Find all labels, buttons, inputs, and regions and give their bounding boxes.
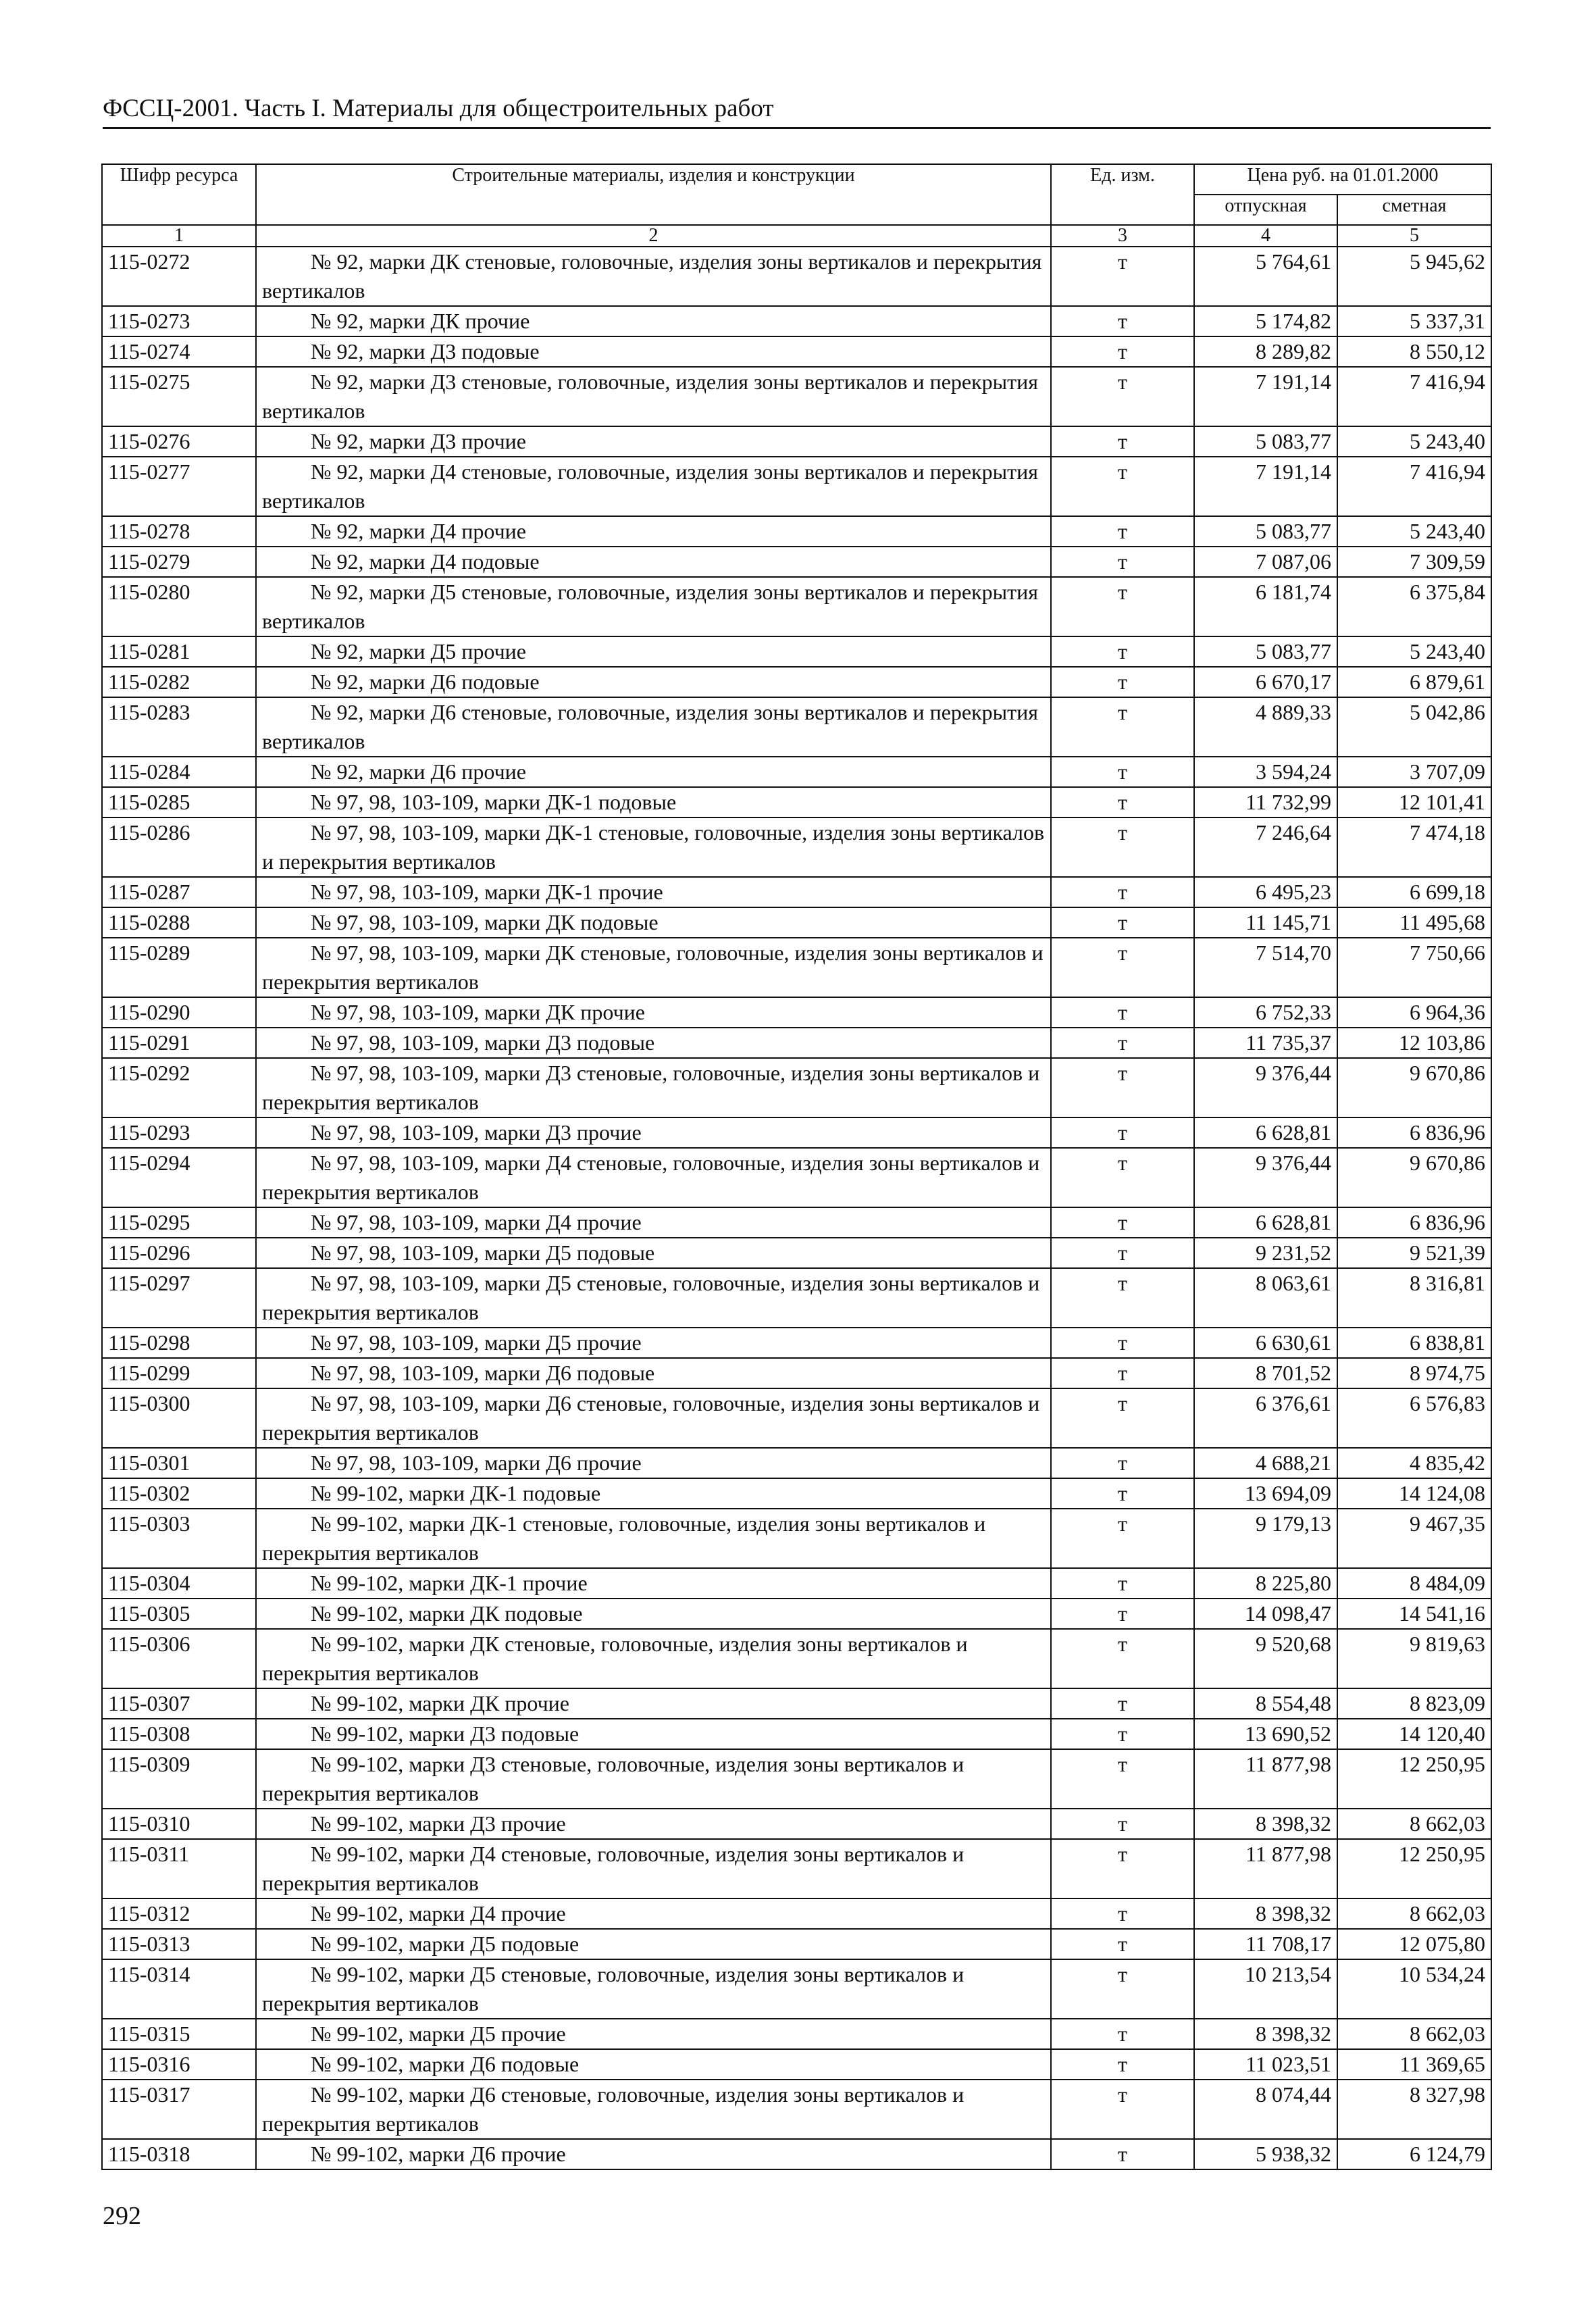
resource-code-cell: 115-0282 bbox=[102, 667, 256, 697]
estimate-price-cell: 9 670,86 bbox=[1337, 1058, 1491, 1117]
resource-code-cell: 115-0274 bbox=[102, 336, 256, 367]
resource-code-cell: 115-0317 bbox=[102, 2080, 256, 2139]
release-price-cell: 9 376,44 bbox=[1194, 1148, 1337, 1207]
estimate-price-cell: 9 819,63 bbox=[1337, 1629, 1491, 1688]
material-name-cell: № 92, марки ДК прочие bbox=[256, 306, 1051, 336]
unit-cell: т bbox=[1051, 1448, 1194, 1478]
header-price: Цена руб. на 01.01.2000 bbox=[1194, 164, 1491, 195]
material-name-cell: № 92, марки Д6 прочие bbox=[256, 757, 1051, 787]
unit-cell: т bbox=[1051, 1058, 1194, 1117]
material-name-cell: № 92, марки ДК стеновые, головочные, изделия зоны вертикалов и перекрытия вертикалов bbox=[256, 247, 1051, 306]
material-name-cell: № 99-102, марки Д4 стеновые, головочные, изделия зоны вертикалов и перекрытия вертикалов bbox=[256, 1839, 1051, 1898]
resource-code-cell: 115-0292 bbox=[102, 1058, 256, 1117]
resource-code-cell: 115-0291 bbox=[102, 1028, 256, 1058]
header-code: Шифр ресурса bbox=[102, 164, 256, 225]
resource-code-cell: 115-0310 bbox=[102, 1809, 256, 1839]
unit-cell: т bbox=[1051, 2019, 1194, 2049]
resource-code-cell: 115-0304 bbox=[102, 1568, 256, 1599]
release-price-cell: 9 376,44 bbox=[1194, 1058, 1337, 1117]
release-price-cell: 7 246,64 bbox=[1194, 818, 1337, 877]
estimate-price-cell: 7 750,66 bbox=[1337, 938, 1491, 997]
estimate-price-cell: 6 124,79 bbox=[1337, 2139, 1491, 2169]
material-name-cell: № 97, 98, 103-109, марки Д4 стеновые, головочные, изделия зоны вертикалов и перекрытия вертикалов bbox=[256, 1148, 1051, 1207]
estimate-price-cell: 14 541,16 bbox=[1337, 1599, 1491, 1629]
resource-code-cell: 115-0299 bbox=[102, 1358, 256, 1388]
unit-cell: т bbox=[1051, 2049, 1194, 2080]
unit-cell: т bbox=[1051, 697, 1194, 757]
unit-cell: т bbox=[1051, 1388, 1194, 1448]
resource-code-cell: 115-0285 bbox=[102, 787, 256, 818]
table-row bbox=[102, 1749, 1491, 1809]
estimate-price-cell: 9 467,35 bbox=[1337, 1509, 1491, 1568]
resource-code-cell: 115-0296 bbox=[102, 1238, 256, 1268]
unit-cell: т bbox=[1051, 907, 1194, 938]
table-row bbox=[102, 997, 1491, 1028]
unit-cell: т bbox=[1051, 1238, 1194, 1268]
release-price-cell: 6 495,23 bbox=[1194, 877, 1337, 907]
estimate-price-cell: 8 550,12 bbox=[1337, 336, 1491, 367]
unit-cell: т bbox=[1051, 1268, 1194, 1328]
table-row bbox=[102, 1599, 1491, 1629]
material-name-cell: № 99-102, марки Д3 прочие bbox=[256, 1809, 1051, 1839]
release-price-cell: 11 877,98 bbox=[1194, 1839, 1337, 1898]
estimate-price-cell: 5 243,40 bbox=[1337, 516, 1491, 547]
table-row bbox=[102, 787, 1491, 818]
unit-cell: т bbox=[1051, 1688, 1194, 1719]
estimate-price-cell: 8 662,03 bbox=[1337, 1898, 1491, 1929]
material-name-cell: № 92, марки Д5 прочие bbox=[256, 636, 1051, 667]
unit-cell: т bbox=[1051, 1358, 1194, 1388]
estimate-price-cell: 7 416,94 bbox=[1337, 367, 1491, 426]
header-unit: Ед. изм. bbox=[1051, 164, 1194, 225]
material-name-cell: № 92, марки Д4 стеновые, головочные, изделия зоны вертикалов и перекрытия вертикалов bbox=[256, 457, 1051, 516]
table-row bbox=[102, 1328, 1491, 1358]
table-row bbox=[102, 1448, 1491, 1478]
unit-cell: т bbox=[1051, 547, 1194, 577]
material-name-cell: № 97, 98, 103-109, марки ДК-1 прочие bbox=[256, 877, 1051, 907]
release-price-cell: 8 074,44 bbox=[1194, 2080, 1337, 2139]
release-price-cell: 10 213,54 bbox=[1194, 1959, 1337, 2019]
resource-code-cell: 115-0275 bbox=[102, 367, 256, 426]
table-row bbox=[102, 2049, 1491, 2080]
estimate-price-cell: 14 124,08 bbox=[1337, 1478, 1491, 1509]
release-price-cell: 8 398,32 bbox=[1194, 1898, 1337, 1929]
release-price-cell: 8 398,32 bbox=[1194, 1809, 1337, 1839]
material-name-cell: № 99-102, марки Д5 прочие bbox=[256, 2019, 1051, 2049]
resource-code-cell: 115-0283 bbox=[102, 697, 256, 757]
resource-code-cell: 115-0294 bbox=[102, 1148, 256, 1207]
resource-code-cell: 115-0287 bbox=[102, 877, 256, 907]
material-name-cell: № 92, марки Д4 прочие bbox=[256, 516, 1051, 547]
resource-code-cell: 115-0289 bbox=[102, 938, 256, 997]
release-price-cell: 8 063,61 bbox=[1194, 1268, 1337, 1328]
table-row bbox=[102, 547, 1491, 577]
material-name-cell: № 92, марки Д3 подовые bbox=[256, 336, 1051, 367]
unit-cell: т bbox=[1051, 1328, 1194, 1358]
table-row bbox=[102, 1719, 1491, 1749]
material-name-cell: № 99-102, марки Д3 подовые bbox=[256, 1719, 1051, 1749]
estimate-price-cell: 9 670,86 bbox=[1337, 1148, 1491, 1207]
release-price-cell: 4 688,21 bbox=[1194, 1448, 1337, 1478]
unit-cell: т bbox=[1051, 367, 1194, 426]
material-name-cell: № 92, марки Д6 стеновые, головочные, изделия зоны вертикалов и перекрытия вертикалов bbox=[256, 697, 1051, 757]
unit-cell: т bbox=[1051, 516, 1194, 547]
resource-code-cell: 115-0316 bbox=[102, 2049, 256, 2080]
material-name-cell: № 97, 98, 103-109, марки Д6 подовые bbox=[256, 1358, 1051, 1388]
unit-cell: т bbox=[1051, 1929, 1194, 1959]
release-price-cell: 5 764,61 bbox=[1194, 247, 1337, 306]
column-number: 5 bbox=[1337, 225, 1491, 247]
resource-code-cell: 115-0313 bbox=[102, 1929, 256, 1959]
unit-cell: т bbox=[1051, 757, 1194, 787]
resource-code-cell: 115-0300 bbox=[102, 1388, 256, 1448]
table-row bbox=[102, 1207, 1491, 1238]
release-price-cell: 6 630,61 bbox=[1194, 1328, 1337, 1358]
estimate-price-cell: 6 838,81 bbox=[1337, 1328, 1491, 1358]
unit-cell: т bbox=[1051, 1719, 1194, 1749]
estimate-price-cell: 8 662,03 bbox=[1337, 2019, 1491, 2049]
material-name-cell: № 99-102, марки Д3 стеновые, головочные, изделия зоны вертикалов и перекрытия вертикалов bbox=[256, 1749, 1051, 1809]
release-price-cell: 6 181,74 bbox=[1194, 577, 1337, 636]
material-name-cell: № 97, 98, 103-109, марки Д4 прочие bbox=[256, 1207, 1051, 1238]
resource-code-cell: 115-0278 bbox=[102, 516, 256, 547]
material-name-cell: № 99-102, марки ДК-1 подовые bbox=[256, 1478, 1051, 1509]
unit-cell: т bbox=[1051, 1629, 1194, 1688]
resource-code-cell: 115-0293 bbox=[102, 1117, 256, 1148]
material-name-cell: № 97, 98, 103-109, марки ДК-1 подовые bbox=[256, 787, 1051, 818]
material-name-cell: № 92, марки Д6 подовые bbox=[256, 667, 1051, 697]
unit-cell: т bbox=[1051, 2080, 1194, 2139]
table-row bbox=[102, 1568, 1491, 1599]
unit-cell: т bbox=[1051, 1959, 1194, 2019]
resource-code-cell: 115-0288 bbox=[102, 907, 256, 938]
material-name-cell: № 99-102, марки ДК подовые bbox=[256, 1599, 1051, 1629]
table-row bbox=[102, 426, 1491, 457]
table-row bbox=[102, 1058, 1491, 1117]
material-name-cell: № 97, 98, 103-109, марки Д5 стеновые, головочные, изделия зоны вертикалов и перекрытия вертикалов bbox=[256, 1268, 1051, 1328]
table-row bbox=[102, 907, 1491, 938]
resource-code-cell: 115-0309 bbox=[102, 1749, 256, 1809]
release-price-cell: 9 179,13 bbox=[1194, 1509, 1337, 1568]
unit-cell: т bbox=[1051, 636, 1194, 667]
unit-cell: т bbox=[1051, 336, 1194, 367]
table-row bbox=[102, 1358, 1491, 1388]
material-name-cell: № 97, 98, 103-109, марки Д5 подовые bbox=[256, 1238, 1051, 1268]
estimate-price-cell: 8 823,09 bbox=[1337, 1688, 1491, 1719]
estimate-price-cell: 6 576,83 bbox=[1337, 1388, 1491, 1448]
estimate-price-cell: 6 699,18 bbox=[1337, 877, 1491, 907]
estimate-price-cell: 8 327,98 bbox=[1337, 2080, 1491, 2139]
release-price-cell: 7 514,70 bbox=[1194, 938, 1337, 997]
resource-code-cell: 115-0314 bbox=[102, 1959, 256, 2019]
release-price-cell: 8 701,52 bbox=[1194, 1358, 1337, 1388]
unit-cell: т bbox=[1051, 1148, 1194, 1207]
release-price-cell: 6 628,81 bbox=[1194, 1117, 1337, 1148]
table-row bbox=[102, 457, 1491, 516]
table-row bbox=[102, 877, 1491, 907]
estimate-price-cell: 6 836,96 bbox=[1337, 1117, 1491, 1148]
resource-code-cell: 115-0307 bbox=[102, 1688, 256, 1719]
material-name-cell: № 97, 98, 103-109, марки Д6 прочие bbox=[256, 1448, 1051, 1478]
release-price-cell: 9 520,68 bbox=[1194, 1629, 1337, 1688]
estimate-price-cell: 8 974,75 bbox=[1337, 1358, 1491, 1388]
resource-code-cell: 115-0312 bbox=[102, 1898, 256, 1929]
table-row bbox=[102, 938, 1491, 997]
column-number: 3 bbox=[1051, 225, 1194, 247]
material-name-cell: № 99-102, марки Д6 стеновые, головочные, изделия зоны вертикалов и перекрытия вертикалов bbox=[256, 2080, 1051, 2139]
release-price-cell: 9 231,52 bbox=[1194, 1238, 1337, 1268]
material-name-cell: № 97, 98, 103-109, марки Д3 подовые bbox=[256, 1028, 1051, 1058]
release-price-cell: 7 087,06 bbox=[1194, 547, 1337, 577]
table-row bbox=[102, 1509, 1491, 1568]
release-price-cell: 7 191,14 bbox=[1194, 457, 1337, 516]
estimate-price-cell: 6 375,84 bbox=[1337, 577, 1491, 636]
release-price-cell: 5 938,32 bbox=[1194, 2139, 1337, 2169]
table-row bbox=[102, 1478, 1491, 1509]
release-price-cell: 6 752,33 bbox=[1194, 997, 1337, 1028]
table-row bbox=[102, 516, 1491, 547]
resource-code-cell: 115-0315 bbox=[102, 2019, 256, 2049]
resource-code-cell: 115-0286 bbox=[102, 818, 256, 877]
unit-cell: т bbox=[1051, 997, 1194, 1028]
unit-cell: т bbox=[1051, 457, 1194, 516]
unit-cell: т bbox=[1051, 1809, 1194, 1839]
material-name-cell: № 99-102, марки Д6 прочие bbox=[256, 2139, 1051, 2169]
table-row bbox=[102, 1809, 1491, 1839]
estimate-price-cell: 6 836,96 bbox=[1337, 1207, 1491, 1238]
unit-cell: т bbox=[1051, 2139, 1194, 2169]
table-row bbox=[102, 1898, 1491, 1929]
column-number: 2 bbox=[256, 225, 1051, 247]
release-price-cell: 6 376,61 bbox=[1194, 1388, 1337, 1448]
resource-code-cell: 115-0301 bbox=[102, 1448, 256, 1478]
resource-code-cell: 115-0290 bbox=[102, 997, 256, 1028]
estimate-price-cell: 7 309,59 bbox=[1337, 547, 1491, 577]
estimate-price-cell: 5 337,31 bbox=[1337, 306, 1491, 336]
release-price-cell: 11 145,71 bbox=[1194, 907, 1337, 938]
material-name-cell: № 99-102, марки Д5 подовые bbox=[256, 1929, 1051, 1959]
material-name-cell: № 92, марки Д4 подовые bbox=[256, 547, 1051, 577]
unit-cell: т bbox=[1051, 1478, 1194, 1509]
resource-code-cell: 115-0311 bbox=[102, 1839, 256, 1898]
estimate-price-cell: 10 534,24 bbox=[1337, 1959, 1491, 2019]
resource-code-cell: 115-0297 bbox=[102, 1268, 256, 1328]
estimate-price-cell: 6 964,36 bbox=[1337, 997, 1491, 1028]
table-row bbox=[102, 336, 1491, 367]
table-row bbox=[102, 247, 1491, 306]
material-name-cell: № 92, марки Д3 прочие bbox=[256, 426, 1051, 457]
table-row bbox=[102, 1629, 1491, 1688]
estimate-price-cell: 8 484,09 bbox=[1337, 1568, 1491, 1599]
material-name-cell: № 97, 98, 103-109, марки ДК стеновые, головочные, изделия зоны вертикалов и перекрытия вертикалов bbox=[256, 938, 1051, 997]
unit-cell: т bbox=[1051, 1117, 1194, 1148]
estimate-price-cell: 14 120,40 bbox=[1337, 1719, 1491, 1749]
header-release-price: отпускная bbox=[1194, 195, 1337, 225]
estimate-price-cell: 11 495,68 bbox=[1337, 907, 1491, 938]
unit-cell: т bbox=[1051, 818, 1194, 877]
resource-code-cell: 115-0318 bbox=[102, 2139, 256, 2169]
resource-code-cell: 115-0280 bbox=[102, 577, 256, 636]
table-row bbox=[102, 2019, 1491, 2049]
estimate-price-cell: 12 075,80 bbox=[1337, 1929, 1491, 1959]
unit-cell: т bbox=[1051, 1839, 1194, 1898]
material-name-cell: № 97, 98, 103-109, марки Д5 прочие bbox=[256, 1328, 1051, 1358]
table-row bbox=[102, 818, 1491, 877]
header-estimate-price: сметная bbox=[1337, 195, 1491, 225]
material-name-cell: № 99-102, марки Д6 подовые bbox=[256, 2049, 1051, 2080]
resource-code-cell: 115-0305 bbox=[102, 1599, 256, 1629]
table-row bbox=[102, 1238, 1491, 1268]
resource-code-cell: 115-0277 bbox=[102, 457, 256, 516]
page-header: ФССЦ-2001. Часть I. Материалы для общестроительных работ bbox=[103, 93, 1491, 129]
resource-code-cell: 115-0279 bbox=[102, 547, 256, 577]
table-row bbox=[102, 636, 1491, 667]
unit-cell: т bbox=[1051, 1599, 1194, 1629]
unit-cell: т bbox=[1051, 667, 1194, 697]
resource-code-cell: 115-0276 bbox=[102, 426, 256, 457]
unit-cell: т bbox=[1051, 787, 1194, 818]
resource-code-cell: 115-0295 bbox=[102, 1207, 256, 1238]
release-price-cell: 5 083,77 bbox=[1194, 516, 1337, 547]
release-price-cell: 8 398,32 bbox=[1194, 2019, 1337, 2049]
resource-code-cell: 115-0308 bbox=[102, 1719, 256, 1749]
resource-code-cell: 115-0273 bbox=[102, 306, 256, 336]
release-price-cell: 11 708,17 bbox=[1194, 1929, 1337, 1959]
material-name-cell: № 97, 98, 103-109, марки Д3 прочие bbox=[256, 1117, 1051, 1148]
release-price-cell: 5 174,82 bbox=[1194, 306, 1337, 336]
release-price-cell: 3 594,24 bbox=[1194, 757, 1337, 787]
estimate-price-cell: 5 243,40 bbox=[1337, 636, 1491, 667]
release-price-cell: 11 735,37 bbox=[1194, 1028, 1337, 1058]
table-row bbox=[102, 1117, 1491, 1148]
resource-code-cell: 115-0303 bbox=[102, 1509, 256, 1568]
table-row bbox=[102, 577, 1491, 636]
table-row bbox=[102, 697, 1491, 757]
estimate-price-cell: 12 250,95 bbox=[1337, 1749, 1491, 1809]
price-table bbox=[101, 164, 1492, 2170]
table-row bbox=[102, 1839, 1491, 1898]
material-name-cell: № 97, 98, 103-109, марки ДК подовые bbox=[256, 907, 1051, 938]
material-name-cell: № 92, марки Д3 стеновые, головочные, изделия зоны вертикалов и перекрытия вертикалов bbox=[256, 367, 1051, 426]
material-name-cell: № 99-102, марки ДК-1 стеновые, головочные, изделия зоны вертикалов и перекрытия вертикалов bbox=[256, 1509, 1051, 1568]
unit-cell: т bbox=[1051, 306, 1194, 336]
estimate-price-cell: 9 521,39 bbox=[1337, 1238, 1491, 1268]
material-name-cell: № 97, 98, 103-109, марки Д6 стеновые, головочные, изделия зоны вертикалов и перекрытия вертикалов bbox=[256, 1388, 1051, 1448]
release-price-cell: 6 628,81 bbox=[1194, 1207, 1337, 1238]
release-price-cell: 5 083,77 bbox=[1194, 636, 1337, 667]
table-row bbox=[102, 1268, 1491, 1328]
release-price-cell: 14 098,47 bbox=[1194, 1599, 1337, 1629]
estimate-price-cell: 6 879,61 bbox=[1337, 667, 1491, 697]
release-price-cell: 7 191,14 bbox=[1194, 367, 1337, 426]
table-row bbox=[102, 367, 1491, 426]
resource-code-cell: 115-0298 bbox=[102, 1328, 256, 1358]
unit-cell: т bbox=[1051, 1568, 1194, 1599]
table-row bbox=[102, 1388, 1491, 1448]
release-price-cell: 8 554,48 bbox=[1194, 1688, 1337, 1719]
table-row bbox=[102, 2139, 1491, 2169]
unit-cell: т bbox=[1051, 247, 1194, 306]
table-row bbox=[102, 1148, 1491, 1207]
release-price-cell: 6 670,17 bbox=[1194, 667, 1337, 697]
release-price-cell: 13 694,09 bbox=[1194, 1478, 1337, 1509]
table-row bbox=[102, 757, 1491, 787]
resource-code-cell: 115-0272 bbox=[102, 247, 256, 306]
table-row bbox=[102, 2080, 1491, 2139]
material-name-cell: № 97, 98, 103-109, марки Д3 стеновые, головочные, изделия зоны вертикалов и перекрытия вертикалов bbox=[256, 1058, 1051, 1117]
unit-cell: т bbox=[1051, 1749, 1194, 1809]
estimate-price-cell: 4 835,42 bbox=[1337, 1448, 1491, 1478]
table-row bbox=[102, 1028, 1491, 1058]
unit-cell: т bbox=[1051, 1028, 1194, 1058]
page-number: 292 bbox=[103, 2202, 141, 2230]
release-price-cell: 11 732,99 bbox=[1194, 787, 1337, 818]
table-row bbox=[102, 1929, 1491, 1959]
release-price-cell: 8 225,80 bbox=[1194, 1568, 1337, 1599]
resource-code-cell: 115-0306 bbox=[102, 1629, 256, 1688]
release-price-cell: 8 289,82 bbox=[1194, 336, 1337, 367]
estimate-price-cell: 8 662,03 bbox=[1337, 1809, 1491, 1839]
estimate-price-cell: 8 316,81 bbox=[1337, 1268, 1491, 1328]
resource-code-cell: 115-0281 bbox=[102, 636, 256, 667]
column-number: 1 bbox=[102, 225, 256, 247]
estimate-price-cell: 12 101,41 bbox=[1337, 787, 1491, 818]
estimate-price-cell: 5 243,40 bbox=[1337, 426, 1491, 457]
unit-cell: т bbox=[1051, 1898, 1194, 1929]
unit-cell: т bbox=[1051, 426, 1194, 457]
material-name-cell: № 99-102, марки ДК прочие bbox=[256, 1688, 1051, 1719]
table-body bbox=[102, 247, 1491, 2169]
release-price-cell: 11 877,98 bbox=[1194, 1749, 1337, 1809]
release-price-cell: 13 690,52 bbox=[1194, 1719, 1337, 1749]
release-price-cell: 11 023,51 bbox=[1194, 2049, 1337, 2080]
table-row bbox=[102, 1688, 1491, 1719]
unit-cell: т bbox=[1051, 577, 1194, 636]
material-name-cell: № 99-102, марки Д5 стеновые, головочные, изделия зоны вертикалов и перекрытия вертикалов bbox=[256, 1959, 1051, 2019]
table-row bbox=[102, 667, 1491, 697]
estimate-price-cell: 5 945,62 bbox=[1337, 247, 1491, 306]
material-name-cell: № 97, 98, 103-109, марки ДК прочие bbox=[256, 997, 1051, 1028]
material-name-cell: № 97, 98, 103-109, марки ДК-1 стеновые, головочные, изделия зоны вертикалов и перекрытия вертикалов bbox=[256, 818, 1051, 877]
estimate-price-cell: 12 250,95 bbox=[1337, 1839, 1491, 1898]
resource-code-cell: 115-0284 bbox=[102, 757, 256, 787]
material-name-cell: № 99-102, марки Д4 прочие bbox=[256, 1898, 1051, 1929]
resource-code-cell: 115-0302 bbox=[102, 1478, 256, 1509]
estimate-price-cell: 12 103,86 bbox=[1337, 1028, 1491, 1058]
material-name-cell: № 92, марки Д5 стеновые, головочные, изделия зоны вертикалов и перекрытия вертикалов bbox=[256, 577, 1051, 636]
material-name-cell: № 99-102, марки ДК стеновые, головочные, изделия зоны вертикалов и перекрытия вертикалов bbox=[256, 1629, 1051, 1688]
material-name-cell: № 99-102, марки ДК-1 прочие bbox=[256, 1568, 1051, 1599]
table-row bbox=[102, 1959, 1491, 2019]
release-price-cell: 4 889,33 bbox=[1194, 697, 1337, 757]
unit-cell: т bbox=[1051, 938, 1194, 997]
estimate-price-cell: 7 416,94 bbox=[1337, 457, 1491, 516]
header-name: Строительные материалы, изделия и конструкции bbox=[256, 164, 1051, 225]
unit-cell: т bbox=[1051, 1207, 1194, 1238]
estimate-price-cell: 5 042,86 bbox=[1337, 697, 1491, 757]
release-price-cell: 5 083,77 bbox=[1194, 426, 1337, 457]
table-row bbox=[102, 306, 1491, 336]
estimate-price-cell: 3 707,09 bbox=[1337, 757, 1491, 787]
unit-cell: т bbox=[1051, 877, 1194, 907]
estimate-price-cell: 11 369,65 bbox=[1337, 2049, 1491, 2080]
estimate-price-cell: 7 474,18 bbox=[1337, 818, 1491, 877]
unit-cell: т bbox=[1051, 1509, 1194, 1568]
column-number: 4 bbox=[1194, 225, 1337, 247]
